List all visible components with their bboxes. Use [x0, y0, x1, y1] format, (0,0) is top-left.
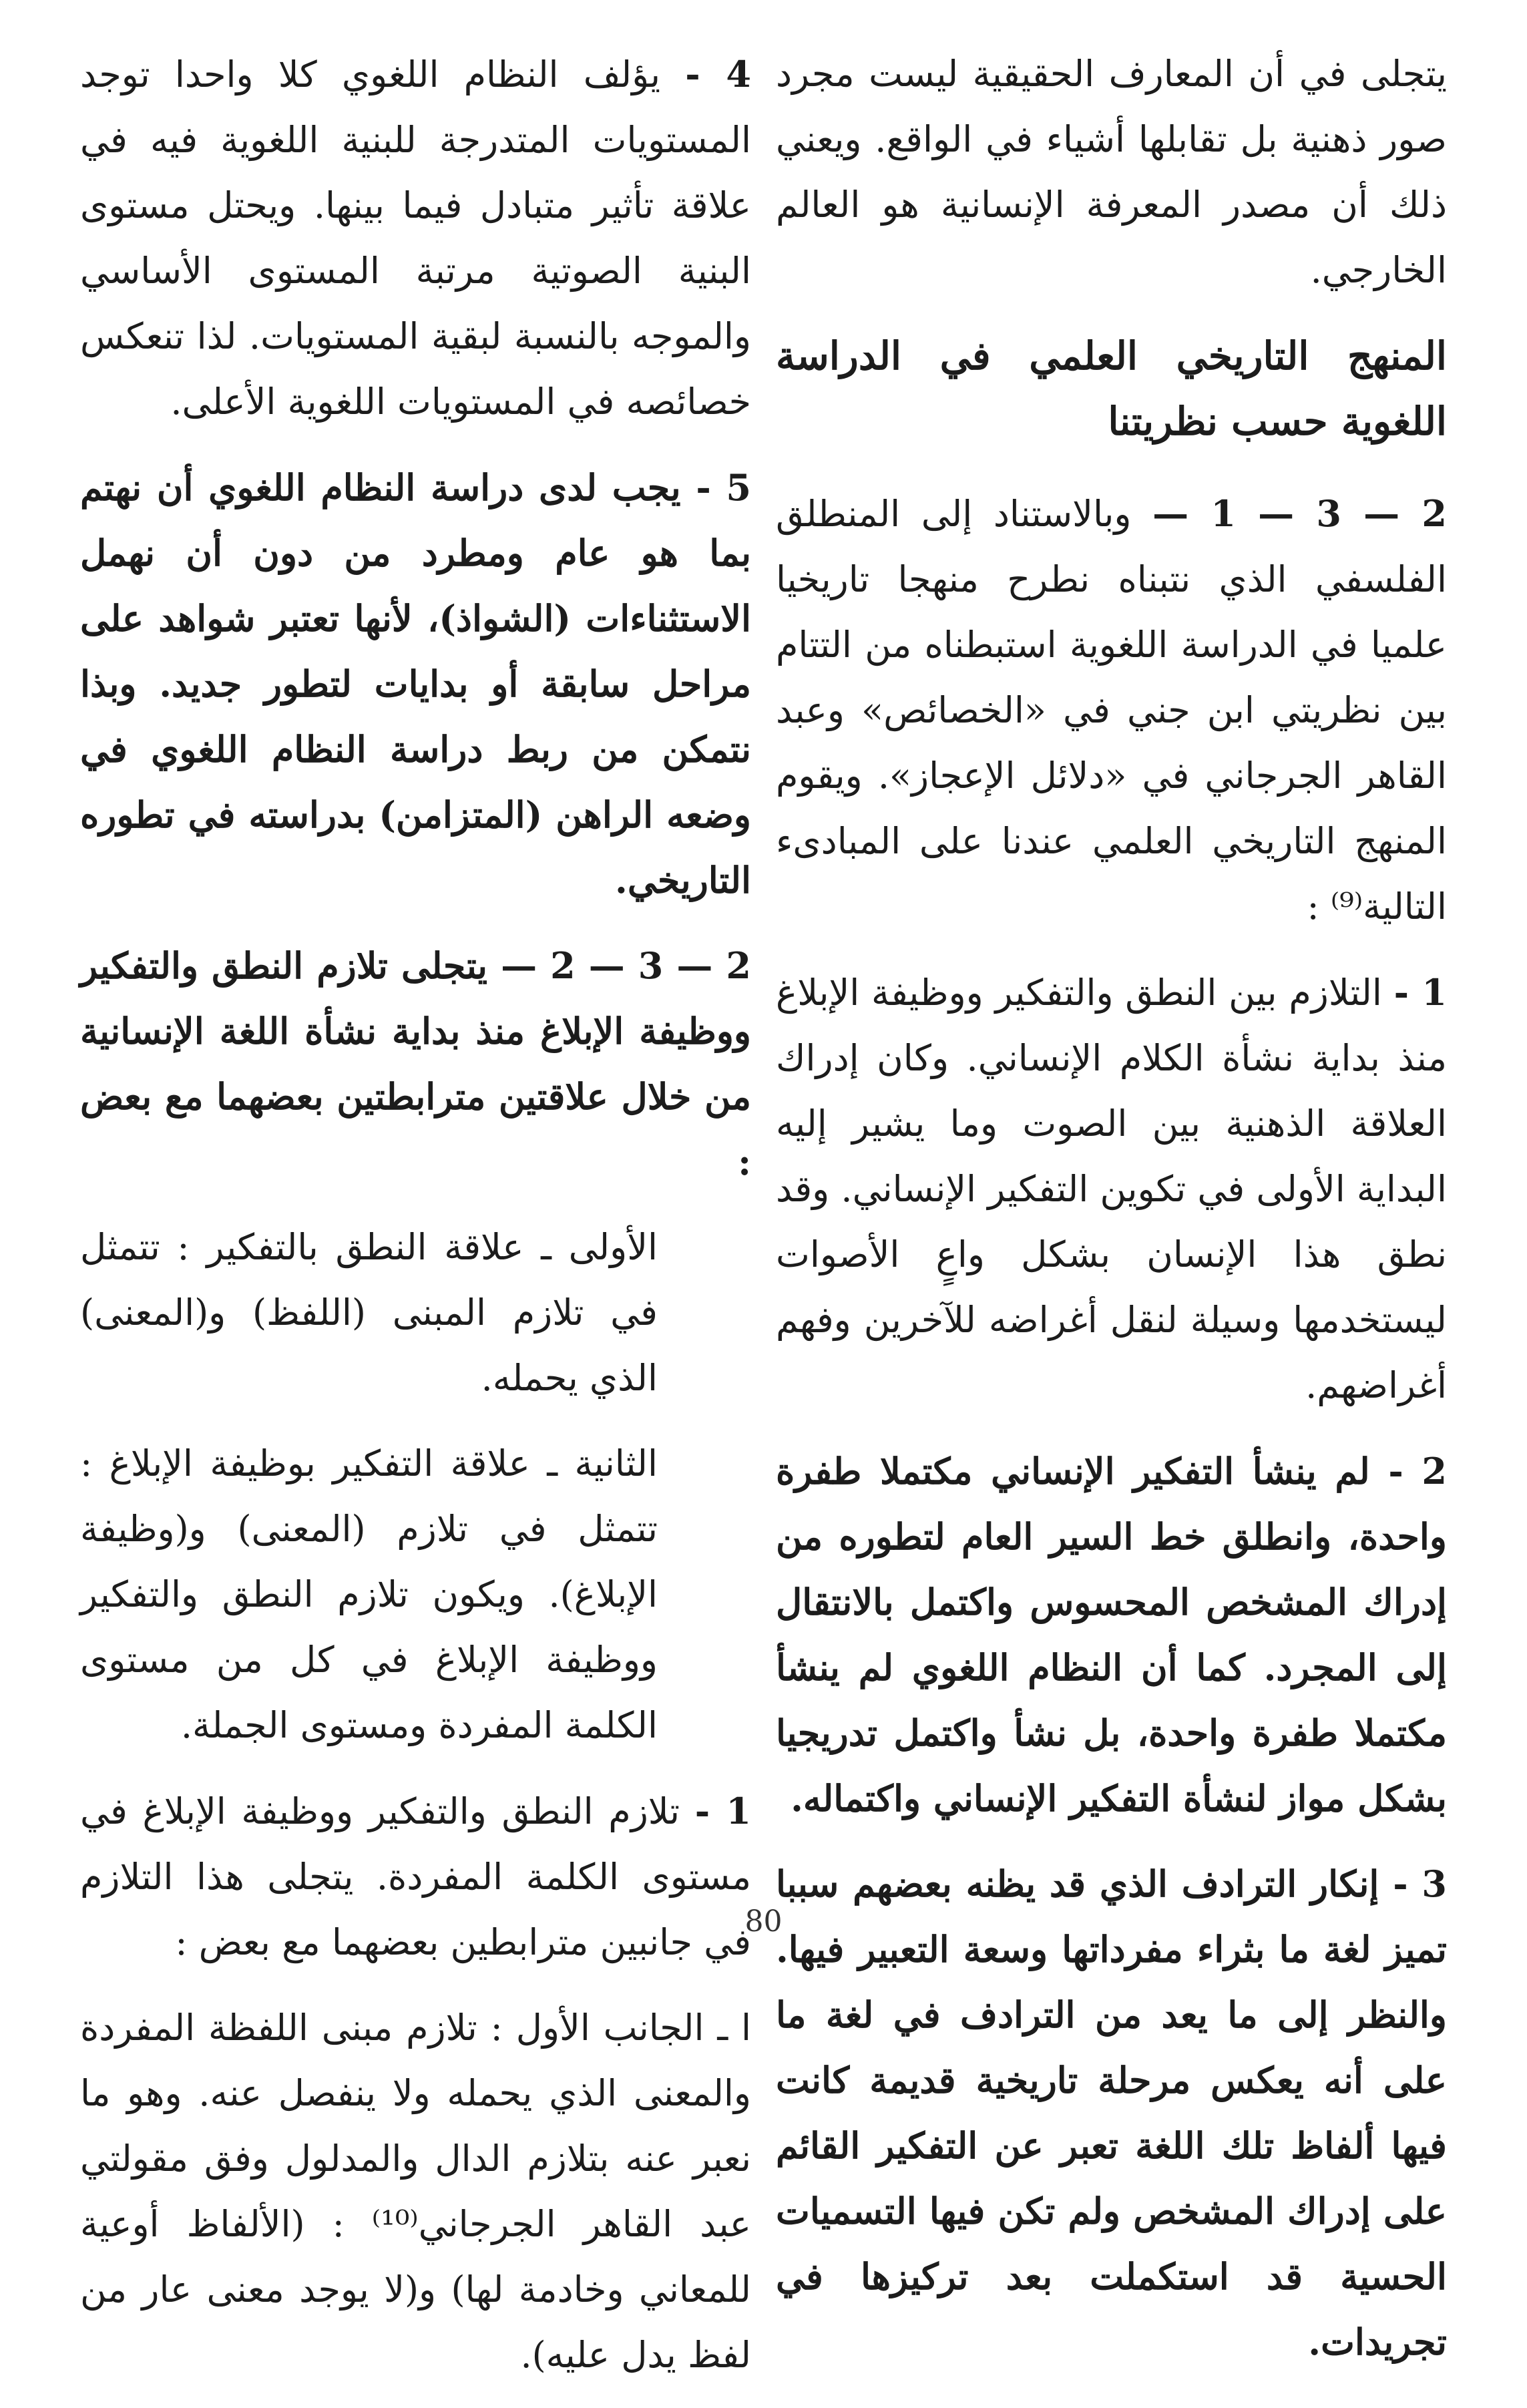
left-column — [80, 41, 751, 2408]
principle-text: التلازم بين النطق والتفكير ووظيفة الإبلاغ منذ بداية نشأة الكلام الإنساني. وكان إدراك العلاقة الذهنية بين الصوت وما يشير إليه البداية الأولى في تكوين التفكير الإنساني. وقد نطق هذا الإنسان بشكل واعٍ الأصوات ليستخدمها وسيلة لنقل أغراضه للآخرين وفهم أغراضهم. — [776, 972, 1447, 1406]
sub-item-text: تلازم النطق والتفكير ووظيفة الإبلاغ في مستوى الكلمة المفردة. يتجلى هذا التلازم في جانبين مترابطين بعضهما مع بعض : — [80, 1790, 751, 1963]
intro-paragraph: يتجلى في أن المعارف الحقيقية ليست مجرد صور ذهنية بل تقابلها أشياء في الواقع. ويعني ذلك أن مصدر المعرفة الإنسانية هو العالم الخارجي. — [776, 53, 1448, 291]
principle-number: 1 - — [1393, 971, 1447, 1014]
section-2-3-2 — [80, 933, 751, 1195]
page-number: 80 — [744, 1904, 783, 1939]
principle-number: 3 - — [1393, 1862, 1447, 1905]
principle-number: 2 - — [1388, 1450, 1447, 1492]
principle-text: يجب لدى دراسة النظام اللغوي أن نهتم بما هو عام ومطرد من دون أن نهمل الاستثناءات (الشواذ)، لأنها تعتبر شواهد على مراحل سابقة أو بدايات لتطور جديد. وبذا نتمكن من ربط دراسة النظام اللغوي في وضعه الراهن (المتزامن) بدراسته في تطوره التاريخي. — [80, 466, 751, 901]
section-text: وبالاستناد إلى المنطلق الفلسفي الذي نتبناه نطرح منهجا تاريخيا علميا في الدراسة اللغوية استبطناه من التتام بين نظريتي ابن جني في «الخصائص» وعبد القاهر الجرجاني في «دلائل الإعجاز». ويقوم المنهج التاريخي العلمي عندنا على المبادىء التالية⁽⁹⁾ : — [776, 493, 1447, 928]
principle-5 — [80, 455, 751, 913]
section-text: يتجلى تلازم النطق والتفكير ووظيفة الإبلاغ منذ بداية نشأة اللغة الإنسانية من خلال علاقتين مترابطتين بعضهما مع بعض : — [80, 944, 751, 1183]
principle-number: 4 - — [685, 53, 751, 95]
principle-text: يؤلف النظام اللغوي كلا واحدا توجد المستويات المتدرجة للبنية اللغوية فيه في علاقة تأثير متبادل فيما بينها. ويحتل مستوى البنية الصوتية مرتبة المستوى الأساسي والموجه بالنسبة لبقية المستويات. لذا تنعكس خصائصه في المستويات اللغوية الأعلى. — [80, 53, 751, 423]
sub-item-number: 1 - — [694, 1790, 751, 1832]
section-number: 2 — 3 — 2 — — [501, 944, 751, 987]
principle-number: 5 - — [696, 466, 751, 509]
right-column — [776, 41, 1447, 2395]
second-relation: الثانية ـ علاقة التفكير بوظيفة الإبلاغ : تتمثل في تلازم (المعنى) و(وظيفة الإبلاغ). ويكون تلازم النطق والتفكير ووظيفة الإبلاغ في كل من مستوى الكلمة المفردة ومستوى الجملة. — [80, 1442, 658, 1746]
principle-4 — [80, 41, 751, 435]
section-number: 2 — 3 — 1 — — [1152, 492, 1447, 535]
sub-item-1 — [80, 1778, 751, 1975]
first-aspect: ا ـ الجانب الأول : تلازم مبنى اللفظة المفردة والمعنى الذي يحمله ولا ينفصل عنه. وهو ما نعبر عنه بتلازم الدال والمدلول وفق مقولتي عبد القاهر الجرجاني⁽¹⁰⁾ : (الألفاظ أوعية للمعاني وخادمة لها) و(لا يوجد معنى عار من لفظ يدل عليه). — [80, 2007, 751, 2376]
principle-2 — [776, 1438, 1447, 1831]
section-heading: المنهج التاريخي العلمي في الدراسة اللغوية حسب نظريتنا — [776, 333, 1447, 444]
principle-1 — [776, 960, 1447, 1418]
section-2-3-1 — [776, 481, 1447, 940]
first-relation: الأولى ـ علاقة النطق بالتفكير : تتمثل في تلازم المبنى (اللفظ) و(المعنى) الذي يحمله. — [80, 1226, 658, 1399]
principle-text: إنكار الترادف الذي قد يظنه بعضهم سببا تميز لغة ما بثراء مفرداتها وسعة التعبير فيها. والنظر إلى ما يعد من الترادف في لغة ما على أنه يعكس مرحلة تاريخية قديمة كانت فيها ألفاظ تلك اللغة تعبر عن التفكير القائم على إدراك المشخص ولم تكن فيها التسميات الحسية قد استكملت بعد تركيزها في تجريدات. — [776, 1862, 1447, 2363]
principle-text: لم ينشأ التفكير الإنساني مكتملا طفرة واحدة، وانطلق خط السير العام لتطوره من إدراك المشخص المحسوس واكتمل بالانتقال إلى المجرد. كما أن النظام اللغوي لم ينشأ مكتملا طفرة واحدة، بل نشأ واكتمل تدريجيا بشكل مواز لنشأة التفكير الإنساني واكتماله. — [776, 1450, 1447, 1820]
